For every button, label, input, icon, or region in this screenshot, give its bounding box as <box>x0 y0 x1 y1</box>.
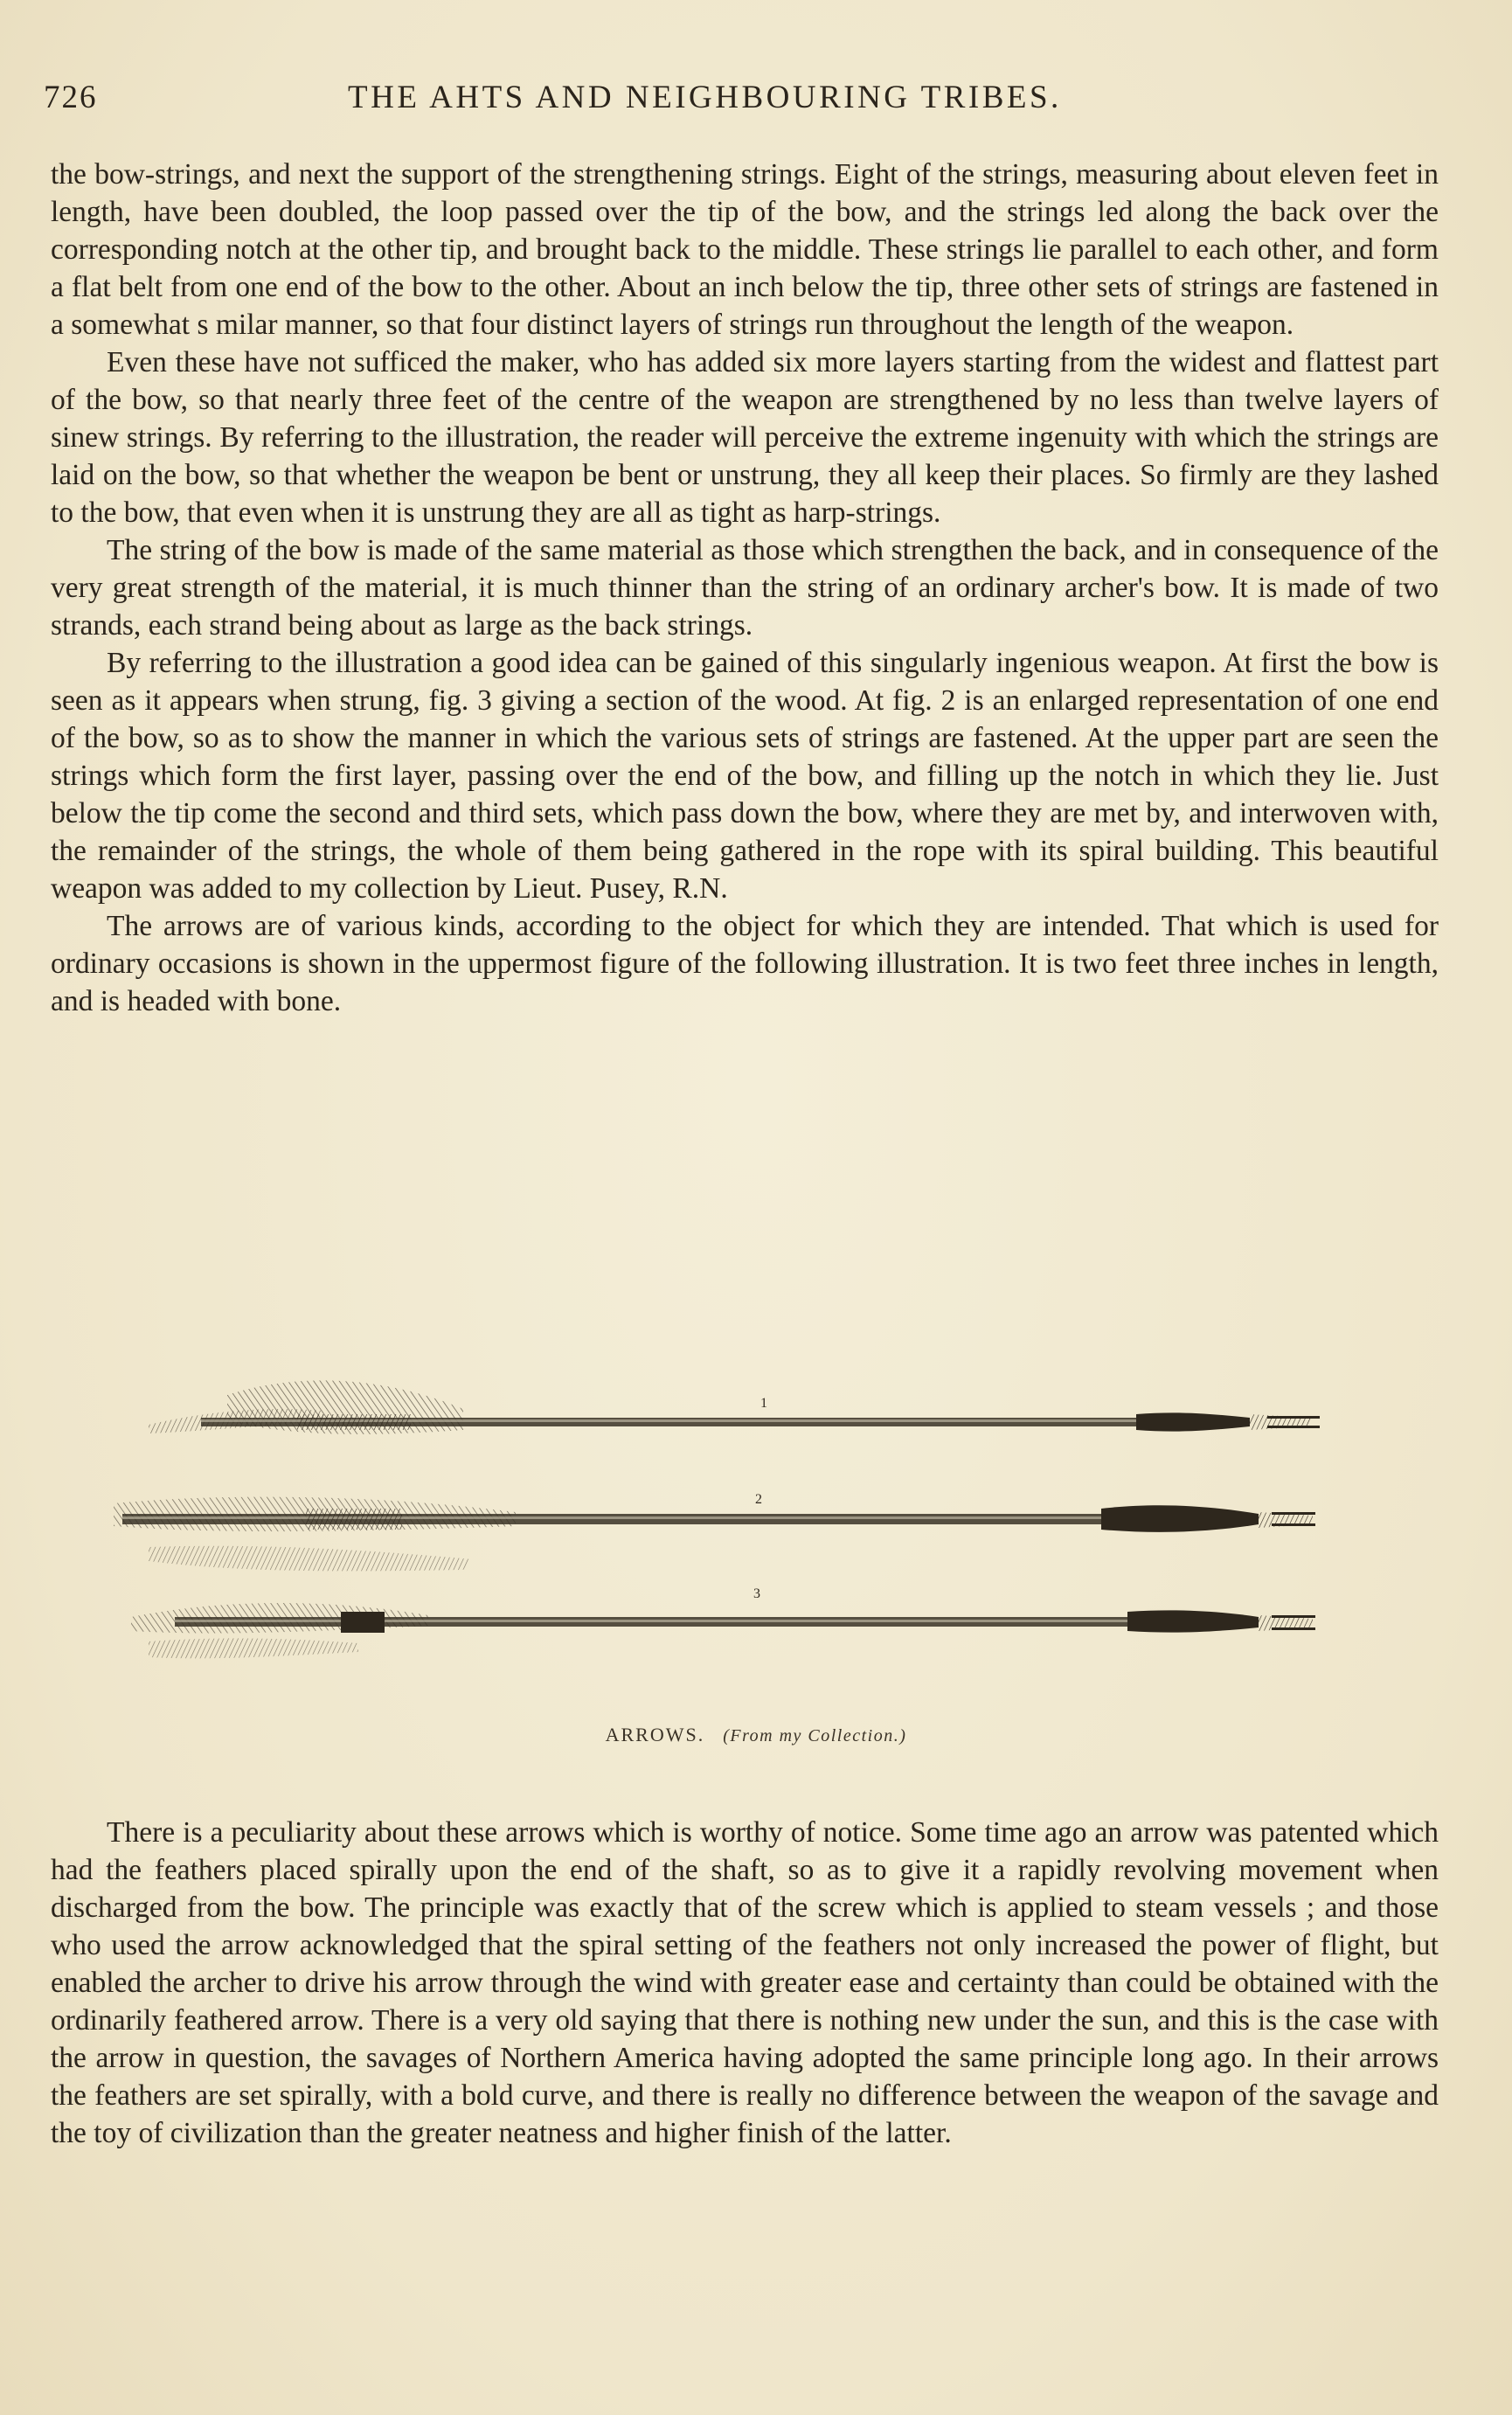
paragraph: the bow-strings, and next the support of the strengthening strings. Eight of the strings, measuring about eleven feet in length, have been doubled, the loop passed over the tip of the bow, and the strings led along the back over the corresponding notch at the other tip, and brought back to the middle. These strings lie parallel to each other, and form a flat belt from one end of the bow to the other. About an inch below the tip, three other sets of strings are fastened in a somewhat s milar manner, so that four distinct layers of strings run throughout the length of the weapon. <box>51 158 1439 341</box>
paragraph: There is a peculiarity about these arrows which is worthy of notice. Some time ago an arrow was patented which had the feathers placed spirally upon the end of the shaft, so as to give it a rapidly revolving movement when discharged from the bow. The principle was exactly that of the screw which is applied to steam vessels ; and those who used the arrow acknowledged that the spiral setting of the feathers not only increased the power of flight, but enabled the archer to drive his arrow through the wind with greater ease and certainty than could be obtained with the ordinarily feathered arrow. There is a very old saying that there is nothing new under the sun, and this is the case with the arrow in question, the savages of Northern America having adopted the same principle long ago. In their arrows the feathers are set spirally, with a bold curve, and there is really no difference between the weapon of the savage and the toy of civilization than the greater neatness and higher finish of the latter. <box>51 1816 1439 2149</box>
body-text-top <box>51 156 1439 1020</box>
running-title: THE AHTS AND NEIGHBOURING TRIBES. <box>348 80 1062 115</box>
caption-label: ARROWS. <box>605 1724 705 1745</box>
paragraph: The string of the bow is made of the same material as those which strengthen the back, and in consequence of the very great strength of the material, it is much thinner than the string of an ordinary archer's bow. It is made of two strands, each strand being about as large as the back strings. <box>51 534 1439 642</box>
page-number: 726 <box>44 80 98 115</box>
arrow-3 <box>131 1603 1315 1658</box>
paragraph: By referring to the illustration a good idea can be gained of this singularly ingenious weapon. At first the bow is seen as it appears when strung, fig. 3 giving a section of the wood. At fig. 2 is an enlarged representation of one end of the bow, so as to show the manner in which the various sets of strings are fastened. At the upper part are seen the strings which form the first layer, passing over the end of the bow, and filling up the notch in which they lie. Just below the tip come the second and third sets, which pass down the bow, where they are met by, and interwoven with, the remainder of the strings, the whole of them being gathered in the rope with its spiral building. This beautiful weapon was added to my collection by Lieut. Pusey, R.N. <box>51 647 1439 905</box>
paragraph: Even these have not sufficed the maker, who has added six more layers starting from the widest and flattest part of the bow, so that nearly three feet of the centre of the weapon are strengthened by no less than twelve layers of sinew strings. By referring to the illustration, the reader will perceive the extreme ingenuity with which the strings are laid on the bow, so that whether the weapon be bent or unstrung, they all keep their places. So firmly are they lashed to the bow, that even when it is unstrung they are all as tight as harp-strings. <box>51 346 1439 529</box>
arrow-1 <box>149 1380 1320 1433</box>
arrows-engraving <box>96 1364 1390 1678</box>
caption-note: (From my Collection.) <box>723 1726 907 1745</box>
body-text-bottom <box>51 1814 1439 2152</box>
running-header <box>44 79 1442 119</box>
figure-label-2: 2 <box>755 1492 762 1507</box>
arrows-illustration <box>96 1364 1390 1678</box>
paragraph: The arrows are of various kinds, according to the object for which they are intended. That which is used for ordinary occasions is shown in the uppermost figure of the following illustration. It is two feet three inches in length, and is headed with bone. <box>51 910 1439 1017</box>
figure-caption <box>0 1724 1512 1746</box>
figure-label-1: 1 <box>760 1396 767 1411</box>
arrow-2 <box>114 1497 1315 1572</box>
figure-label-3: 3 <box>753 1586 760 1601</box>
